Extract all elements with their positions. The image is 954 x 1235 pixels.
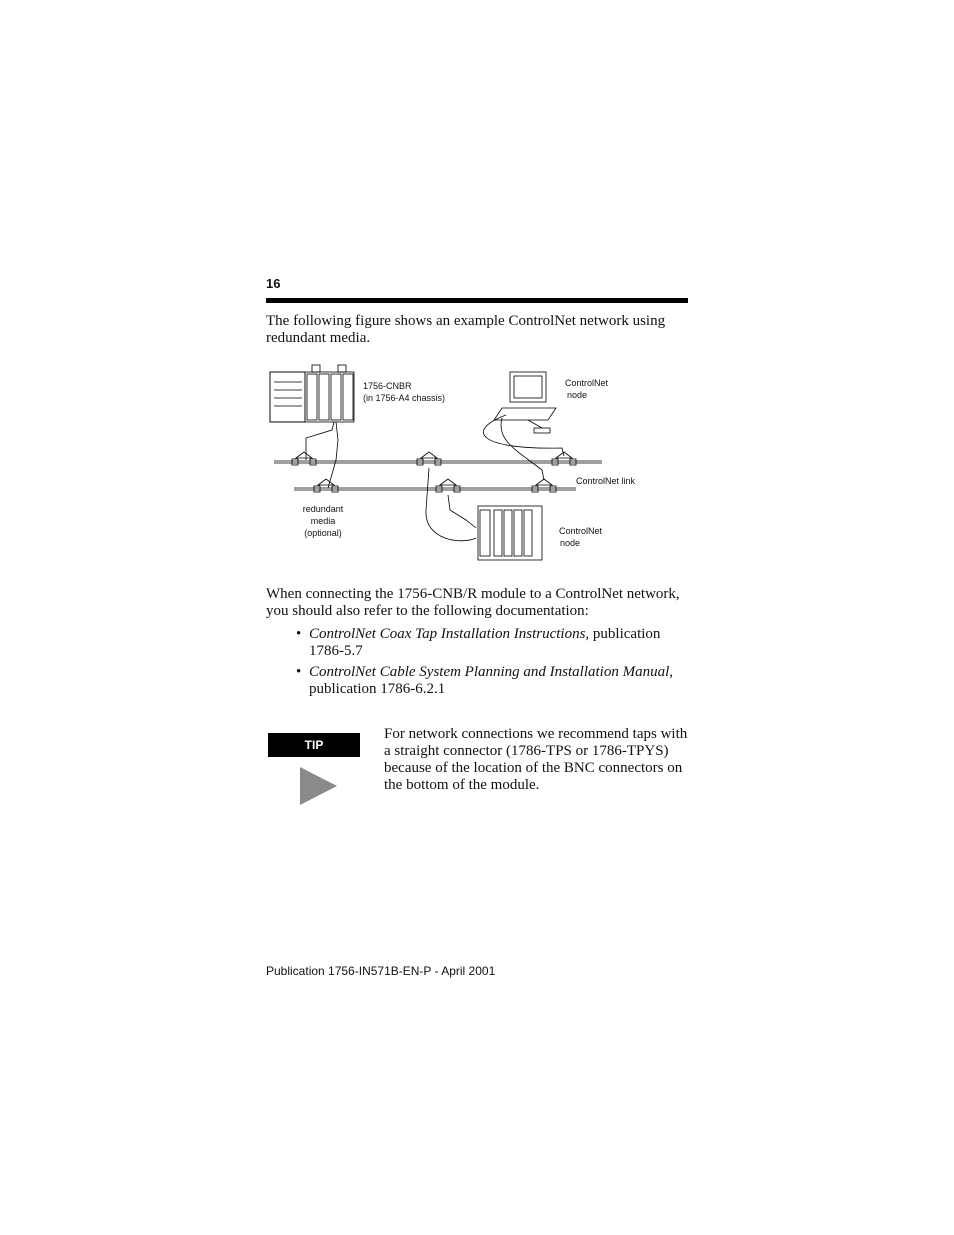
intro-paragraph: The following figure shows an example ControlNet network using redundant media.	[266, 313, 666, 346]
bullet-rest: , publication 1786-6.2.1	[309, 664, 674, 697]
bullet-item	[296, 664, 676, 698]
connecting-paragraph: When connecting the 1756-CNB/R module to a ControlNet network, you should also refer to the following documentation:	[266, 586, 680, 619]
bullet-item	[296, 626, 676, 660]
bullet-dot: •	[296, 626, 302, 642]
label-node-bottom-line2: node	[560, 538, 581, 548]
network-diagram	[266, 360, 636, 580]
page-number: 16	[266, 276, 281, 291]
label-redundant-media	[290, 503, 356, 539]
label-redundant-line1: redundant media	[302, 504, 344, 526]
tip-arrow-icon	[300, 767, 337, 805]
bullet-title: ControlNet Coax Tap Installation Instructions	[309, 626, 586, 642]
label-node-top	[565, 377, 608, 401]
label-cnbr-line2: (in 1756-A4 chassis)	[363, 393, 446, 403]
bullet-title: ControlNet Cable System Planning and Installation Manual	[309, 664, 670, 680]
publication-footer: Publication 1756-IN571B-EN-P - April 2001	[266, 964, 496, 978]
label-node-top-line1: ControlNet	[565, 378, 609, 388]
header-rule	[266, 298, 688, 303]
label-cnbr	[363, 380, 445, 404]
bullet-rest: , publication 1786-5.7	[309, 626, 661, 659]
label-node-bottom	[559, 525, 602, 549]
label-cnbr-line1: 1756-CNBR	[363, 381, 412, 391]
tip-label: TIP	[268, 733, 360, 757]
bullet-dot: •	[296, 664, 302, 680]
label-node-bottom-line1: ControlNet	[559, 526, 603, 536]
label-redundant-line2: (optional)	[304, 528, 342, 538]
label-node-top-line2: node	[567, 390, 588, 400]
label-controlnet-link: ControlNet link	[576, 476, 636, 486]
tip-text: For network connections we recommend taps with a straight connector (1786-TPS or 1786-TPYS) because of the location of the BNC connectors on the bottom of the module.	[384, 726, 688, 793]
